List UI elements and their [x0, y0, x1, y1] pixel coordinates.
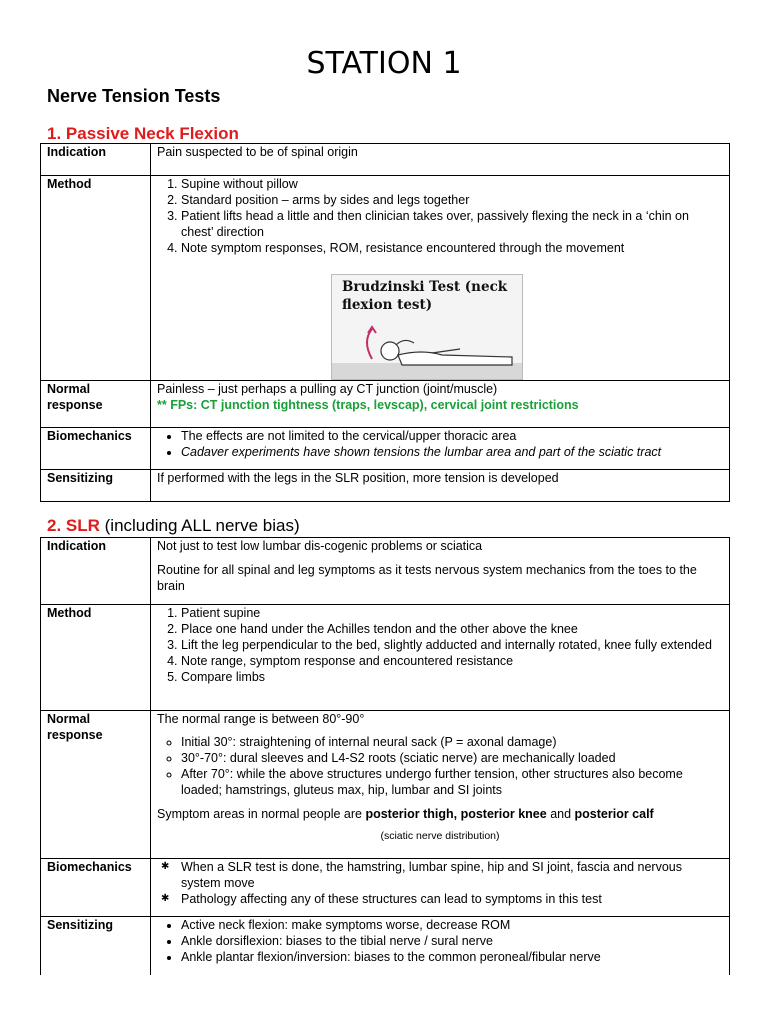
list-item: • Cadaver experiments have shown tensions the lumbar area and part of the sciatic tract [181, 444, 723, 460]
row-label: Indication [41, 538, 151, 605]
table-passive-neck-flexion [40, 143, 730, 502]
table-row [41, 428, 730, 470]
list-item-text: When a SLR test is done, the hamstring, lumbar spine, hip and SI joint, fascia and nervous system move [181, 860, 682, 890]
row-label: Sensitizing [41, 917, 151, 975]
row-content [151, 711, 730, 859]
normal-response-list [157, 734, 723, 798]
section1-title: 1. Passive Neck Flexion [47, 124, 239, 143]
row-content: If performed with the legs in the SLR position, more tension is developed [151, 470, 730, 502]
symptom-bold-1: posterior thigh, posterior knee [365, 807, 547, 821]
biomechanics-list [157, 428, 723, 460]
asterisk-bullet-icon: ✱ [161, 861, 170, 872]
list-item: 1. Patient supine [181, 605, 723, 621]
table-row [41, 144, 730, 176]
list-item: ◦ Initial 30°: straightening of internal neural sack (P = axonal damage) [181, 734, 723, 750]
sensitizing-list [157, 917, 723, 965]
list-item: 1. Supine without pillow [181, 176, 723, 192]
normal-text: Painless – just perhaps a pulling ay CT junction (joint/muscle) [157, 382, 498, 396]
table-row [41, 538, 730, 605]
section2-title-rest: (including ALL nerve bias) [99, 516, 300, 535]
symptom-areas [157, 806, 723, 822]
row-content [151, 381, 730, 428]
symptom-bold-2: posterior calf [574, 807, 654, 821]
symptom-text: Symptom areas in normal people are [157, 807, 366, 821]
section2-title [47, 516, 300, 536]
biomechanics-list [157, 859, 723, 907]
list-item: 4. Note range, symptom response and encountered resistance [181, 653, 723, 669]
row-content [151, 538, 730, 605]
list-item: ◦ 30°-70°: dural sleeves and L4-S2 roots (sciatic nerve) are mechanically loaded [181, 750, 723, 766]
page-title: STATION 1 [306, 46, 462, 81]
table-row [41, 176, 730, 381]
table-row [41, 711, 730, 859]
row-content [151, 859, 730, 917]
table-row [41, 917, 730, 975]
list-item: 4. Note symptom responses, ROM, resistance encountered through the movement [181, 240, 723, 256]
list-item: • Ankle dorsiflexion: biases to the tibial nerve / sural nerve [181, 933, 723, 949]
section2-title-number: 2. SLR [47, 516, 100, 535]
symptom-text-and: and [546, 807, 575, 821]
indication-text-1: Not just to test low lumbar dis-cogenic problems or sciatica [157, 539, 483, 553]
row-label: Sensitizing [41, 470, 151, 502]
indication-text-2: Routine for all spinal and leg symptoms as it tests nervous system mechanics from the toes to the brain [157, 563, 697, 593]
patient-illustration [332, 311, 522, 379]
row-label: Biomechanics [41, 428, 151, 470]
list-item: ◦ After 70°: while the above structures undergo further tension, other structures also become loaded; hamstrings, gluteus max, hip, lumbar and SI joints [181, 766, 723, 798]
list-item: • Active neck flexion: make symptoms worse, decrease ROM [181, 917, 723, 933]
row-content [151, 917, 730, 975]
row-label: Method [41, 605, 151, 711]
list-item [157, 859, 723, 891]
list-item: 3. Patient lifts head a little and then clinician takes over, passively flexing the neck in a ‘chin on chest’ direction [181, 208, 723, 240]
false-positives-note: ** FPs: CT junction tightness (traps, levscap), cervical joint restrictions [157, 398, 579, 412]
row-label: Normal response [41, 711, 151, 859]
row-content [151, 176, 730, 381]
row-label: Normal response [41, 381, 151, 428]
list-item: • Ankle plantar flexion/inversion: biases to the common peroneal/fibular nerve [181, 949, 723, 965]
list-item-text: Pathology affecting any of these structures can lead to symptoms in this test [181, 892, 602, 906]
asterisk-bullet-icon: ✱ [161, 893, 170, 904]
row-content [151, 605, 730, 711]
list-item [157, 891, 723, 907]
table-slr [40, 537, 730, 975]
row-content: Pain suspected to be of spinal origin [151, 144, 730, 176]
row-label: Indication [41, 144, 151, 176]
list-item: 3. Lift the leg perpendicular to the bed, slightly adducted and internally rotated, knee fully extended [181, 637, 723, 653]
brudzinski-figure [331, 274, 523, 380]
table-row [41, 381, 730, 428]
table-row [41, 470, 730, 502]
list-item: 2. Standard position – arms by sides and legs together [181, 192, 723, 208]
list-item: 2. Place one hand under the Achilles tendon and the other above the knee [181, 621, 723, 637]
figure-caption: Brudzinski Test (neck flexion test) [342, 279, 508, 313]
method-steps [157, 176, 723, 256]
list-item: • The effects are not limited to the cervical/upper thoracic area [181, 428, 723, 444]
sciatic-note: (sciatic nerve distribution) [380, 830, 500, 842]
row-label: Biomechanics [41, 859, 151, 917]
table-row [41, 605, 730, 711]
table-row [41, 859, 730, 917]
section-heading: Nerve Tension Tests [47, 86, 221, 106]
normal-range: The normal range is between 80°-90° [157, 712, 365, 726]
row-label: Method [41, 176, 151, 381]
row-content [151, 428, 730, 470]
method-steps [157, 605, 723, 685]
list-item: 5. Compare limbs [181, 669, 723, 685]
